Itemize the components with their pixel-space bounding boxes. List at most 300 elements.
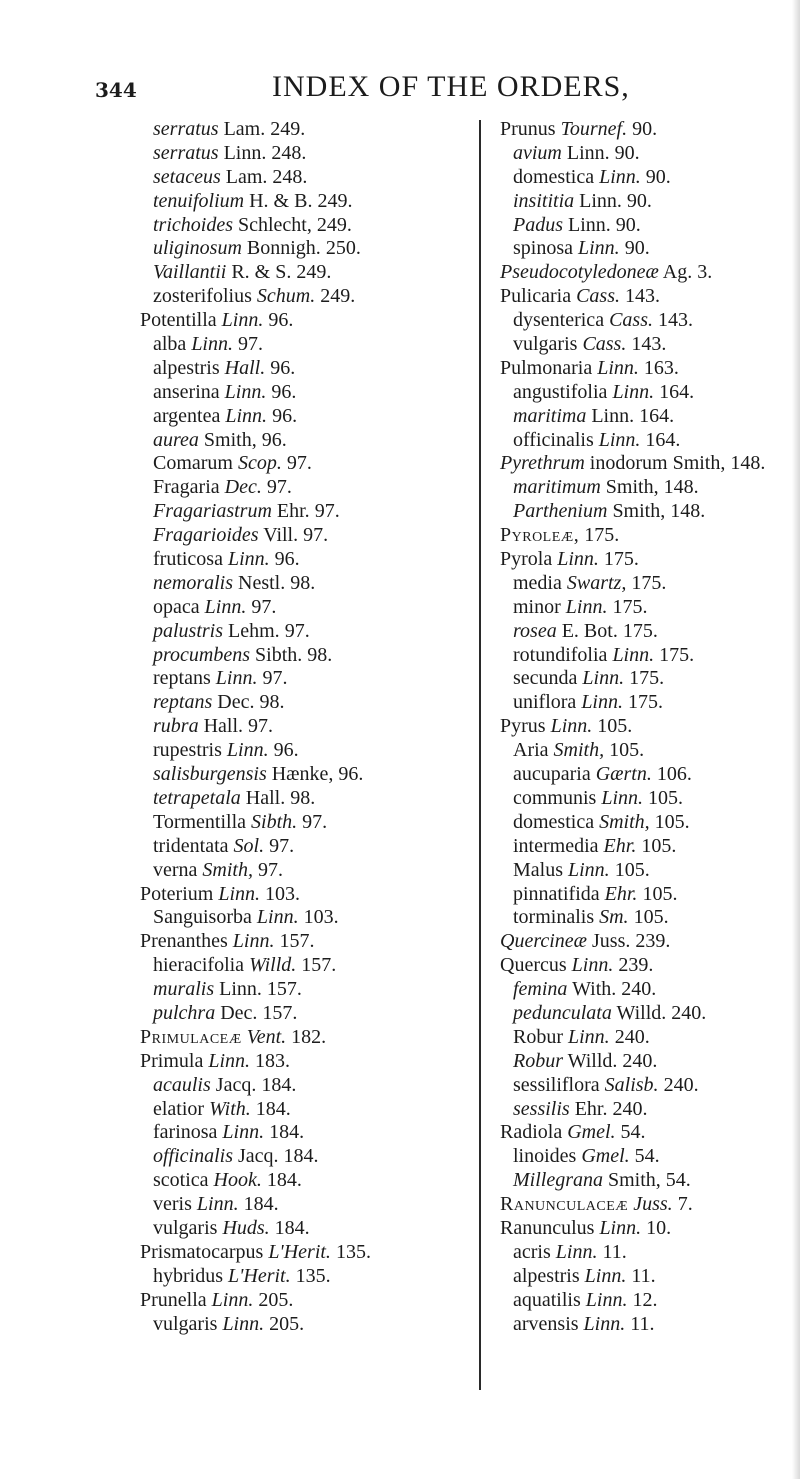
entry-authority: Linn.: [555, 1240, 598, 1263]
index-entry-genus: [500, 1193, 790, 1217]
entry-page-number: 249.: [320, 285, 356, 308]
entry-name: Potentilla: [140, 309, 217, 332]
index-entry-species: [140, 906, 480, 930]
entry-name: verna: [153, 858, 198, 881]
entry-page-number: 98.: [307, 643, 333, 666]
index-entry-species: [140, 715, 480, 739]
entry-page-number: 184.: [243, 1193, 279, 1216]
entry-authority: Linn.: [601, 786, 644, 809]
entry-page-number: 105.: [641, 834, 677, 857]
index-entry-species: [140, 596, 480, 620]
entry-authority: Nestl.: [238, 571, 286, 594]
entry-authority: Linn.: [221, 309, 264, 332]
entry-authority: Lehm.: [228, 619, 280, 642]
index-entry-species: [140, 142, 480, 166]
entry-name: Fragaria: [153, 476, 220, 499]
entry-name: aquatilis: [513, 1288, 581, 1311]
entry-page-number: 96.: [274, 548, 300, 571]
entry-authority: Cass.: [582, 333, 627, 356]
entry-name: intermedia: [513, 834, 599, 857]
entry-authority: Linn.: [208, 1049, 251, 1072]
entry-name: sessilis: [513, 1097, 570, 1120]
entry-authority: Linn.: [568, 858, 610, 881]
index-entry-species: [140, 452, 480, 476]
index-entry-species: [140, 190, 480, 214]
entry-name: serratus: [153, 118, 219, 140]
index-entry-species: [140, 500, 480, 524]
entry-authority: Linn.: [223, 141, 267, 164]
entry-name: communis: [513, 786, 597, 809]
entry-page-number: 250.: [325, 237, 361, 260]
entry-name: Prunus: [500, 118, 556, 140]
index-entry-species: [500, 190, 790, 214]
index-entry-species: [140, 644, 480, 668]
entry-page-number: 54.: [634, 1145, 660, 1168]
entry-authority: Lam.: [223, 118, 266, 140]
entry-name: acaulis: [153, 1073, 211, 1096]
index-entry-genus: [500, 261, 790, 285]
entry-name: alpestris: [153, 356, 220, 379]
index-entry-species: [500, 214, 790, 238]
entry-authority: Hall.: [203, 715, 244, 738]
index-entry-species: [500, 787, 790, 811]
entry-authority: Linn.: [222, 1312, 265, 1335]
entry-authority: Willd.: [616, 1001, 667, 1024]
entry-authority: Linn.: [256, 906, 299, 929]
index-entry-species: [140, 763, 480, 787]
entry-name: Pyrus: [500, 715, 546, 738]
index-entry-species: [500, 667, 790, 691]
entry-page-number: 175.: [629, 667, 665, 690]
entry-authority: Linn.: [598, 428, 641, 451]
entry-authority: H. & B.: [249, 189, 313, 212]
index-entry-genus: [500, 524, 790, 548]
entry-authority: inodorum Smith,: [589, 452, 726, 475]
entry-name: veris: [153, 1193, 192, 1216]
entry-authority: Sibth.: [251, 810, 298, 833]
entry-name: Aria: [513, 739, 549, 762]
entry-page-number: 249.: [270, 118, 306, 140]
entry-name: zosterifolius: [153, 285, 252, 308]
entry-page-number: 105.: [642, 882, 678, 905]
entry-page-number: 105.: [633, 906, 669, 929]
entry-name: Comarum: [153, 452, 233, 475]
index-entry-genus: [500, 118, 790, 142]
entry-name: maritima: [513, 404, 587, 427]
index-entry-species: [140, 978, 480, 1002]
entry-authority: Huds.: [222, 1216, 270, 1239]
entry-name: tetrapetala: [153, 786, 241, 809]
index-entry-species: [500, 572, 790, 596]
index-entry-species: [140, 166, 480, 190]
entry-page-number: 97.: [262, 667, 288, 690]
entry-name: tridentata: [153, 834, 229, 857]
index-entry-genus: [500, 954, 790, 978]
entry-authority: Linn.: [579, 189, 622, 212]
index-entry-species: [500, 476, 790, 500]
entry-page-number: 182.: [291, 1025, 327, 1048]
entry-name: Quercineæ: [500, 930, 588, 953]
entry-page-number: 90.: [632, 118, 658, 140]
entry-page-number: 184.: [274, 1216, 310, 1239]
entry-name: Ranunculus: [500, 1216, 595, 1239]
entry-page-number: 97.: [257, 858, 283, 881]
entry-authority: With.: [209, 1097, 251, 1120]
page-header: [0, 70, 800, 110]
entry-authority: Linn.: [226, 739, 269, 762]
index-entry-species: [140, 333, 480, 357]
index-entry-genus: [140, 1026, 480, 1050]
index-entry-species: [500, 166, 790, 190]
entry-page-number: 240.: [663, 1073, 699, 1096]
entry-authority: Linn.: [227, 548, 270, 571]
entry-page-number: 240.: [621, 978, 657, 1001]
entry-page-number: 98.: [259, 691, 285, 714]
index-entry-species: [500, 1074, 790, 1098]
index-entry-genus: [500, 715, 790, 739]
index-entry-species: [500, 381, 790, 405]
entry-authority: Linn.: [566, 141, 610, 164]
index-entry-genus: [140, 309, 480, 333]
entry-page-number: 183.: [255, 1049, 291, 1072]
index-entry-species: [500, 691, 790, 715]
running-title: INDEX OF THE ORDERS,: [272, 70, 630, 103]
entry-name: officinalis: [513, 428, 594, 451]
entry-name: hybridus: [153, 1264, 223, 1287]
entry-authority: Sm.: [599, 906, 629, 929]
entry-page-number: 164.: [639, 404, 675, 427]
index-entry-species: [500, 1002, 790, 1026]
entry-page-number: 10.: [646, 1216, 672, 1239]
entry-name: Ranunculaceæ: [500, 1193, 629, 1216]
entry-page-number: 90.: [614, 141, 640, 164]
index-entry-genus: [500, 1217, 790, 1241]
entry-authority: Linn.: [232, 930, 275, 953]
entry-authority: Gærtn.: [595, 763, 652, 786]
index-entry-species: [140, 1265, 480, 1289]
entry-page-number: 148.: [663, 476, 699, 499]
entry-authority: Schum.: [256, 285, 316, 308]
entry-name: Primulaceæ: [140, 1025, 242, 1048]
entry-page-number: 97.: [248, 715, 274, 738]
index-entry-species: [500, 1289, 790, 1313]
entry-name: elatior: [153, 1097, 205, 1120]
entry-authority: L'Herit.: [268, 1240, 331, 1263]
entry-page-number: 97.: [284, 619, 310, 642]
entry-authority: Sibth.: [255, 643, 303, 666]
index-entry-genus: [500, 357, 790, 381]
index-entry-species: [500, 978, 790, 1002]
entry-authority: Smith,: [599, 810, 650, 833]
entry-page-number: 98.: [290, 571, 316, 594]
index-entry-species: [140, 739, 480, 763]
entry-name: Pulmonaria: [500, 356, 593, 379]
index-entry-species: [500, 811, 790, 835]
entry-page-number: 96.: [268, 309, 294, 332]
index-entry-species: [140, 118, 480, 142]
entry-name: Pulicaria: [500, 285, 572, 308]
entry-page-number: 90.: [626, 189, 652, 212]
index-entry-species: [500, 1026, 790, 1050]
entry-page-number: 7.: [677, 1193, 693, 1216]
entry-authority: Ehr.: [574, 1097, 608, 1120]
entry-authority: Linn.: [591, 404, 635, 427]
index-column-right: [500, 118, 790, 1336]
entry-page-number: 103.: [303, 906, 339, 929]
entry-name: Prismatocarpus: [140, 1240, 264, 1263]
entry-name: torminalis: [513, 906, 595, 929]
entry-page-number: 105.: [597, 715, 633, 738]
entry-name: spinosa: [513, 237, 573, 260]
index-entry-genus: [500, 452, 790, 476]
entry-page-number: 97.: [314, 500, 340, 523]
entry-page-number: 103.: [265, 882, 301, 905]
entry-page-number: 97.: [303, 524, 329, 547]
entry-page-number: 175.: [631, 571, 667, 594]
entry-page-number: 96.: [273, 739, 299, 762]
entry-name: vulgaris: [153, 1216, 218, 1239]
entry-authority: Linn.: [225, 404, 268, 427]
entry-name: alba: [153, 333, 187, 356]
entry-authority: With.: [572, 978, 617, 1001]
entry-page-number: 135.: [335, 1240, 371, 1263]
entry-authority: Linn.: [612, 643, 655, 666]
entry-authority: Linn.: [584, 1264, 627, 1287]
index-entry-species: [140, 859, 480, 883]
entry-authority: Vent.: [246, 1025, 287, 1048]
entry-page-number: 97.: [302, 810, 328, 833]
entry-authority: Linn.: [222, 1121, 265, 1144]
entry-authority: Gmel.: [581, 1145, 630, 1168]
index-entry-species: [140, 1074, 480, 1098]
entry-page-number: 175.: [603, 548, 639, 571]
index-entry-species: [140, 548, 480, 572]
entry-page-number: 96.: [272, 404, 298, 427]
entry-authority: Ehr.: [603, 834, 637, 857]
entry-authority: Jacq.: [238, 1145, 279, 1168]
entry-page-number: 54.: [620, 1121, 646, 1144]
entry-name: Quercus: [500, 954, 567, 977]
entry-page-number: 96.: [261, 428, 287, 451]
entry-authority: Smith,: [553, 739, 605, 762]
entry-name: Padus: [513, 213, 563, 236]
entry-authority: Dec.: [217, 691, 255, 714]
index-entry-species: [140, 381, 480, 405]
entry-authority: L'Herit.: [228, 1264, 291, 1287]
entry-authority: Cass.: [576, 285, 620, 308]
entry-authority: Smith,: [202, 858, 253, 881]
entry-authority: Jacq.: [215, 1073, 257, 1096]
entry-page-number: 12.: [632, 1288, 658, 1311]
entry-page-number: 90.: [645, 165, 671, 188]
entry-page-number: 11.: [630, 1312, 655, 1335]
entry-name: alpestris: [513, 1264, 580, 1287]
entry-authority: Linn.: [583, 1312, 626, 1335]
entry-authority: Linn.: [597, 356, 639, 379]
entry-authority: Linn.: [599, 165, 641, 188]
index-entry-species: [500, 1241, 790, 1265]
entry-page-number: 3.: [697, 261, 713, 284]
entry-authority: Schlecht,: [238, 213, 312, 236]
entry-authority: Bonnigh.: [246, 237, 321, 260]
entry-name: Parthenium: [513, 500, 608, 523]
entry-name: aucuparia: [513, 763, 591, 786]
entry-page-number: 105.: [614, 858, 650, 881]
entry-page-number: 249.: [316, 213, 352, 236]
entry-name: nemoralis: [153, 571, 233, 594]
index-entry-species: [140, 357, 480, 381]
entry-name: fruticosa: [153, 548, 223, 571]
index-entry-species: [140, 261, 480, 285]
entry-name: linoides: [513, 1145, 577, 1168]
entry-page-number: 184.: [283, 1145, 319, 1168]
entry-name: uliginosum: [153, 237, 242, 260]
entry-name: Vaillantii: [153, 261, 227, 284]
entry-page-number: 240.: [622, 1049, 658, 1072]
entry-name: Robur: [513, 1049, 563, 1072]
index-entry-species: [500, 859, 790, 883]
entry-authority: Cass.: [609, 309, 653, 332]
entry-name: acris: [513, 1240, 551, 1263]
entry-page-number: 11.: [602, 1240, 627, 1263]
entry-page-number: 106.: [656, 763, 692, 786]
entry-name: pulchra: [153, 1001, 216, 1024]
entry-page-number: 184.: [269, 1121, 305, 1144]
entry-page-number: 157.: [262, 1001, 298, 1024]
entry-name: Primula: [140, 1049, 204, 1072]
index-entry-species: [140, 524, 480, 548]
entry-page-number: 157.: [301, 954, 337, 977]
entry-page-number: 148.: [670, 500, 706, 523]
entry-page-number: 205.: [258, 1288, 294, 1311]
entry-page-number: 98.: [290, 786, 316, 809]
entry-authority: Tournef.: [560, 118, 628, 140]
index-entry-species: [140, 476, 480, 500]
entry-authority: Linn.: [557, 548, 599, 571]
index-entry-species: [140, 285, 480, 309]
entry-name: Pyrethrum: [500, 452, 585, 475]
entry-page-number: 249.: [296, 261, 332, 284]
index-entry-genus: [500, 930, 790, 954]
index-entry-species: [500, 620, 790, 644]
entry-name: hieracifolia: [153, 954, 245, 977]
entry-authority: Hall.: [224, 356, 266, 379]
entry-page-number: 184.: [266, 1169, 302, 1192]
entry-name: argentea: [153, 404, 221, 427]
entry-authority: Linn.: [568, 213, 611, 236]
entry-page-number: 240.: [614, 1025, 650, 1048]
entry-name: uniflora: [513, 691, 577, 714]
entry-name: avium: [513, 141, 562, 164]
index-entry-species: [500, 142, 790, 166]
entry-name: sessiliflora: [513, 1073, 600, 1096]
entry-page-number: 163.: [643, 356, 679, 379]
index-entry-species: [500, 1169, 790, 1193]
entry-page-number: 240.: [612, 1097, 648, 1120]
entry-page-number: 175.: [622, 619, 658, 642]
entry-authority: Smith,: [608, 1169, 661, 1192]
entry-authority: Juss.: [633, 1193, 673, 1216]
entry-page-number: 157.: [279, 930, 315, 953]
entry-page-number: 184.: [255, 1097, 291, 1120]
entry-authority: Linn.: [578, 237, 620, 260]
entry-authority: Smith,: [203, 428, 257, 451]
entry-name: domestica: [513, 165, 595, 188]
entry-page-number: 105.: [648, 786, 684, 809]
entry-name: Pseudocotyledoneæ: [500, 261, 659, 284]
entry-authority: Linn.: [191, 333, 233, 356]
entry-page-number: 239.: [635, 930, 671, 953]
index-entry-genus: [500, 285, 790, 309]
entry-name: dysenterica: [513, 309, 605, 332]
index-entry-species: [500, 835, 790, 859]
entry-page-number: 97.: [251, 595, 277, 618]
entry-authority: Linn.: [581, 691, 623, 714]
index-entry-species: [140, 954, 480, 978]
entry-page-number: 175.: [628, 691, 663, 714]
index-entry-species: [500, 405, 790, 429]
entry-name: minor: [513, 595, 561, 618]
entry-authority: Hall.: [245, 786, 286, 809]
entry-authority: Linn.: [218, 882, 261, 905]
entry-authority: Dec.: [224, 476, 262, 499]
index-entry-species: [500, 596, 790, 620]
entry-name: opaca: [153, 595, 200, 618]
entry-authority: Ehr.: [604, 882, 638, 905]
entry-page-number: 148.: [730, 452, 766, 475]
entry-page-number: 184.: [261, 1073, 297, 1096]
entry-page-number: 105.: [654, 810, 690, 833]
entry-name: reptans: [153, 667, 211, 690]
index-entry-genus: [500, 1121, 790, 1145]
index-entry-species: [500, 1145, 790, 1169]
entry-page-number: 175.: [612, 595, 648, 618]
entry-page-number: 240.: [671, 1001, 707, 1024]
entry-authority: Hook.: [213, 1169, 262, 1192]
index-entry-genus: [140, 1241, 480, 1265]
entry-authority: Linn.: [224, 380, 267, 403]
index-entry-species: [140, 1313, 480, 1337]
entry-authority: E. Bot.: [561, 619, 618, 642]
entry-page-number: 105.: [609, 739, 645, 762]
entry-page-number: 97.: [269, 834, 295, 857]
entry-page-number: 248.: [272, 165, 308, 188]
entry-authority: Willd.: [249, 954, 297, 977]
entry-page-number: 205.: [269, 1312, 305, 1335]
index-entry-species: [140, 214, 480, 238]
entry-page-number: 54.: [665, 1169, 691, 1192]
entry-name: Prenanthes: [140, 930, 228, 953]
entry-authority: Gmel.: [567, 1121, 616, 1144]
entry-name: secunda: [513, 667, 578, 690]
entry-name: farinosa: [153, 1121, 218, 1144]
index-entry-species: [140, 1121, 480, 1145]
index-entry-species: [500, 309, 790, 333]
entry-name: Sanguisorba: [153, 906, 252, 929]
index-entry-species: [500, 1098, 790, 1122]
index-entry-species: [140, 1098, 480, 1122]
entry-page-number: 90.: [624, 237, 650, 260]
entry-name: trichoides: [153, 213, 233, 236]
entry-page-number: 90.: [615, 213, 641, 236]
entry-name: insititia: [513, 189, 575, 212]
index-entry-species: [140, 1145, 480, 1169]
index-entry-genus: [140, 1050, 480, 1074]
entry-page-number: 239.: [618, 954, 654, 977]
entry-authority: Sol.: [233, 834, 265, 857]
entry-name: aurea: [153, 428, 199, 451]
entry-name: Tormentilla: [153, 810, 247, 833]
